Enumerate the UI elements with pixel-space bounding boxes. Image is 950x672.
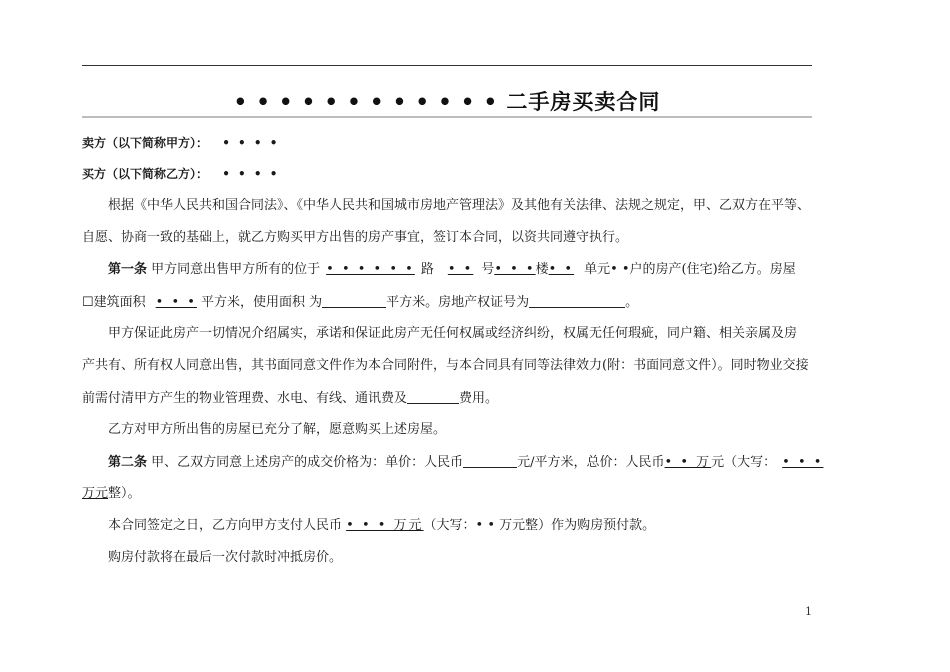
number-field: • •	[447, 262, 474, 277]
deposit-suffix: （大写：• • 万元整）作为购房预付款。	[423, 518, 656, 533]
building-suffix: 楼	[535, 262, 549, 277]
buyer-value: • • • •	[222, 167, 280, 181]
deposit-amount: • • • 万元	[346, 518, 424, 533]
total-price-label: 元/平方米，总价：人民币	[517, 455, 665, 470]
period: 。	[625, 295, 639, 310]
intro-line-2: 自愿、协商一致的基础上，就乙方购买甲方出售的房产事宜，签订本合同，以资共同遵守执行。	[82, 230, 629, 245]
road-suffix: 路	[420, 262, 434, 277]
buyer-line	[82, 165, 822, 183]
article-2-line-1	[82, 453, 822, 472]
certificate-blank	[529, 293, 625, 308]
uppercase-field: • • •	[782, 455, 824, 470]
uppercase-label: 元（大写：	[711, 455, 777, 470]
usable-area-label: 平方米，使用面积 为	[200, 295, 323, 310]
seller-value: • • • •	[222, 136, 280, 150]
article-2-end: 整）。	[108, 486, 141, 501]
seller-line	[82, 134, 822, 152]
article-1-line-1	[82, 261, 822, 279]
article-1-text: 甲方同意出售甲方所有的位于	[147, 262, 321, 277]
area-field: • • •	[155, 295, 197, 310]
building-field: • • •	[494, 262, 536, 277]
article-1-heading: 第一条	[108, 262, 148, 277]
title-underline	[82, 116, 812, 118]
document-title: • • • • • • • • • • • • 二手房买卖合同	[233, 90, 661, 114]
article-2-text: 甲、乙双方同意上述房产的成交价格为：单价：人民币	[147, 455, 464, 470]
article-2-heading: 第二条	[108, 455, 148, 470]
checkbox-icon: ☐	[82, 295, 94, 310]
article-1-line-2	[82, 293, 822, 312]
article-2-line-2	[82, 485, 822, 503]
road-field: • • • • • •	[326, 262, 415, 277]
guarantee-line-2: 产共有、所有权人同意出售，其书面同意文件作为本合同附件，与本合同具有同等法律效力(附：书面同意文件）。同时物业交接	[82, 358, 809, 373]
usable-area-blank	[322, 293, 386, 308]
fee-suffix: 费用。	[459, 391, 499, 406]
certificate-label: 平方米。房地产权证号为	[386, 295, 530, 310]
seller-label: 卖方（以下简称甲方）：	[82, 136, 209, 150]
buyer-label: 买方（以下简称乙方）：	[82, 167, 209, 181]
wan-yuan-field: 万元	[82, 486, 109, 501]
unit-suffix: 单元• •户的房产(住宅)给乙方。房屋	[584, 262, 796, 277]
guarantee-line-3	[82, 389, 822, 408]
number-suffix: 号	[481, 262, 495, 277]
buyer-acknowledgement: 乙方对甲方所出售的房屋已充分了解，愿意购买上述房屋。	[108, 422, 447, 437]
total-price-field: • • 万	[664, 455, 712, 470]
deposit-text: 本合同签定之日，乙方向甲方支付人民币	[108, 518, 347, 533]
intro-line-1: 根据《中华人民共和国合同法》、《中华人民共和国城市房地产管理法》及其他有关法律、法规之规定，甲、乙双方在平等、	[108, 198, 811, 213]
deposit-line	[82, 517, 822, 535]
area-label: 建筑面积	[93, 295, 146, 310]
guarantee-line-1: 甲方保证此房产一切情况介绍属实，承诺和保证此房产无任何权属或经济纠纷，权属无任何瑕疵，同户籍、相关亲属及房	[108, 326, 798, 341]
fee-blank	[407, 389, 459, 404]
guarantee-text: 前需付清甲方产生的物业管理费、水电、有线、通讯费及	[82, 391, 408, 406]
unit-field: • •	[548, 262, 575, 277]
offset-line: 购房付款将在最后一次付款时冲抵房价。	[108, 550, 343, 565]
page-number: 1	[805, 605, 812, 618]
unit-price-blank	[463, 453, 517, 468]
top-rule	[82, 65, 812, 66]
